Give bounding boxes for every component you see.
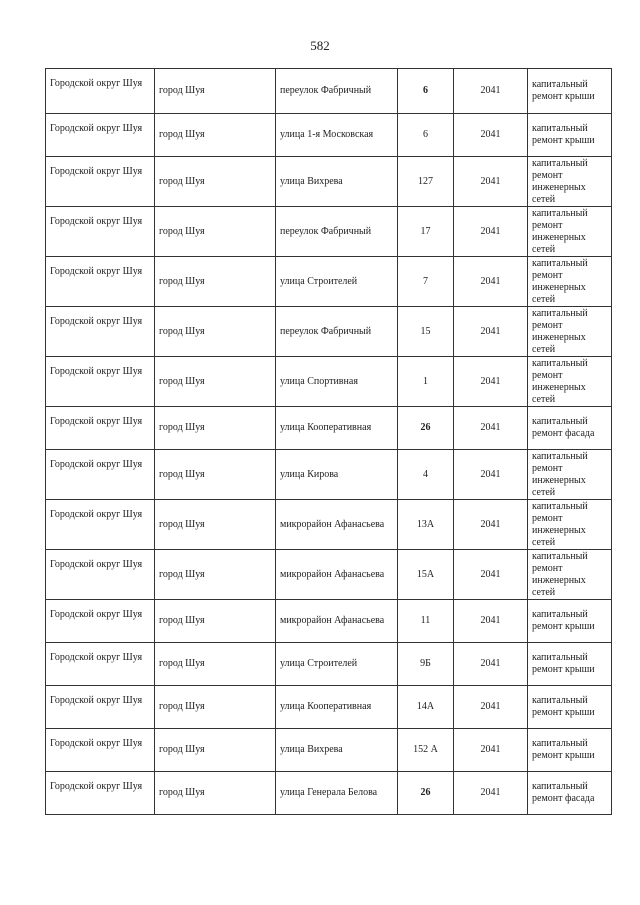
street-cell: улица Строителей — [276, 643, 398, 686]
municipality-cell: Городской округ Шуя — [46, 729, 155, 772]
house-number-cell: 6 — [398, 114, 454, 157]
settlement-cell: город Шуя — [155, 257, 276, 307]
table-row — [46, 772, 612, 815]
table-row — [46, 407, 612, 450]
house-number-cell: 26 — [398, 772, 454, 815]
work-type-cell: капитальный ремонт крыши — [528, 69, 612, 114]
street-cell: переулок Фабричный — [276, 69, 398, 114]
year-cell: 2041 — [454, 550, 528, 600]
street-cell: улица Кооперативная — [276, 686, 398, 729]
year-cell: 2041 — [454, 69, 528, 114]
year-cell: 2041 — [454, 357, 528, 407]
municipality-cell: Городской округ Шуя — [46, 307, 155, 357]
page-number: 582 — [310, 38, 330, 53]
house-number-cell: 11 — [398, 600, 454, 643]
table-body — [46, 69, 612, 815]
house-number-cell: 17 — [398, 207, 454, 257]
table-row — [46, 114, 612, 157]
house-number-cell: 13А — [398, 500, 454, 550]
year-cell: 2041 — [454, 600, 528, 643]
settlement-cell: город Шуя — [155, 550, 276, 600]
municipality-cell: Городской округ Шуя — [46, 450, 155, 500]
year-cell: 2041 — [454, 407, 528, 450]
work-type-cell: капитальный ремонт инженерных сетей — [528, 450, 612, 500]
work-type-cell: капитальный ремонт инженерных сетей — [528, 307, 612, 357]
house-number-cell: 6 — [398, 69, 454, 114]
street-cell: улица 1-я Московская — [276, 114, 398, 157]
settlement-cell: город Шуя — [155, 500, 276, 550]
work-type-cell: капитальный ремонт инженерных сетей — [528, 357, 612, 407]
house-number-cell: 4 — [398, 450, 454, 500]
municipality-cell: Городской округ Шуя — [46, 600, 155, 643]
settlement-cell: город Шуя — [155, 407, 276, 450]
settlement-cell: город Шуя — [155, 307, 276, 357]
municipality-cell: Городской округ Шуя — [46, 500, 155, 550]
work-type-cell: капитальный ремонт инженерных сетей — [528, 550, 612, 600]
street-cell: переулок Фабричный — [276, 307, 398, 357]
year-cell: 2041 — [454, 500, 528, 550]
house-number-cell: 7 — [398, 257, 454, 307]
work-type-cell: капитальный ремонт фасада — [528, 407, 612, 450]
street-cell: микрорайон Афанасьева — [276, 500, 398, 550]
house-number-cell: 26 — [398, 407, 454, 450]
house-number-cell: 15 — [398, 307, 454, 357]
street-cell: улица Кооперативная — [276, 407, 398, 450]
year-cell: 2041 — [454, 157, 528, 207]
housing-repair-table — [45, 68, 612, 815]
year-cell: 2041 — [454, 207, 528, 257]
work-type-cell: капитальный ремонт крыши — [528, 643, 612, 686]
table-row — [46, 69, 612, 114]
table-row — [46, 643, 612, 686]
street-cell: улица Генерала Белова — [276, 772, 398, 815]
house-number-cell: 152 А — [398, 729, 454, 772]
street-cell: микрорайон Афанасьева — [276, 550, 398, 600]
street-cell: улица Вихрева — [276, 729, 398, 772]
municipality-cell: Городской округ Шуя — [46, 407, 155, 450]
year-cell: 2041 — [454, 772, 528, 815]
municipality-cell: Городской округ Шуя — [46, 157, 155, 207]
table-row — [46, 500, 612, 550]
municipality-cell: Городской округ Шуя — [46, 257, 155, 307]
settlement-cell: город Шуя — [155, 207, 276, 257]
work-type-cell: капитальный ремонт крыши — [528, 114, 612, 157]
work-type-cell: капитальный ремонт крыши — [528, 600, 612, 643]
table-row — [46, 157, 612, 207]
street-cell: улица Спортивная — [276, 357, 398, 407]
municipality-cell: Городской округ Шуя — [46, 114, 155, 157]
street-cell: улица Кирова — [276, 450, 398, 500]
settlement-cell: город Шуя — [155, 114, 276, 157]
house-number-cell: 1 — [398, 357, 454, 407]
settlement-cell: город Шуя — [155, 450, 276, 500]
table-row — [46, 550, 612, 600]
table-row — [46, 357, 612, 407]
year-cell: 2041 — [454, 729, 528, 772]
settlement-cell: город Шуя — [155, 157, 276, 207]
house-number-cell: 15А — [398, 550, 454, 600]
year-cell: 2041 — [454, 257, 528, 307]
work-type-cell: капитальный ремонт фасада — [528, 772, 612, 815]
year-cell: 2041 — [454, 643, 528, 686]
municipality-cell: Городской округ Шуя — [46, 69, 155, 114]
table-row — [46, 450, 612, 500]
municipality-cell: Городской округ Шуя — [46, 550, 155, 600]
settlement-cell: город Шуя — [155, 600, 276, 643]
street-cell: переулок Фабричный — [276, 207, 398, 257]
municipality-cell: Городской округ Шуя — [46, 686, 155, 729]
settlement-cell: город Шуя — [155, 643, 276, 686]
municipality-cell: Городской округ Шуя — [46, 772, 155, 815]
house-number-cell: 14А — [398, 686, 454, 729]
table-row — [46, 600, 612, 643]
work-type-cell: капитальный ремонт крыши — [528, 729, 612, 772]
table-row — [46, 307, 612, 357]
settlement-cell: город Шуя — [155, 357, 276, 407]
year-cell: 2041 — [454, 307, 528, 357]
street-cell: улица Строителей — [276, 257, 398, 307]
work-type-cell: капитальный ремонт инженерных сетей — [528, 157, 612, 207]
settlement-cell: город Шуя — [155, 69, 276, 114]
municipality-cell: Городской округ Шуя — [46, 643, 155, 686]
year-cell: 2041 — [454, 114, 528, 157]
street-cell: микрорайон Афанасьева — [276, 600, 398, 643]
municipality-cell: Городской округ Шуя — [46, 207, 155, 257]
table-row — [46, 257, 612, 307]
work-type-cell: капитальный ремонт инженерных сетей — [528, 257, 612, 307]
table-row — [46, 207, 612, 257]
work-type-cell: капитальный ремонт крыши — [528, 686, 612, 729]
settlement-cell: город Шуя — [155, 772, 276, 815]
work-type-cell: капитальный ремонт инженерных сетей — [528, 207, 612, 257]
year-cell: 2041 — [454, 686, 528, 729]
settlement-cell: город Шуя — [155, 729, 276, 772]
year-cell: 2041 — [454, 450, 528, 500]
house-number-cell: 127 — [398, 157, 454, 207]
house-number-cell: 9Б — [398, 643, 454, 686]
table-row — [46, 686, 612, 729]
municipality-cell: Городской округ Шуя — [46, 357, 155, 407]
settlement-cell: город Шуя — [155, 686, 276, 729]
work-type-cell: капитальный ремонт инженерных сетей — [528, 500, 612, 550]
street-cell: улица Вихрева — [276, 157, 398, 207]
table-row — [46, 729, 612, 772]
